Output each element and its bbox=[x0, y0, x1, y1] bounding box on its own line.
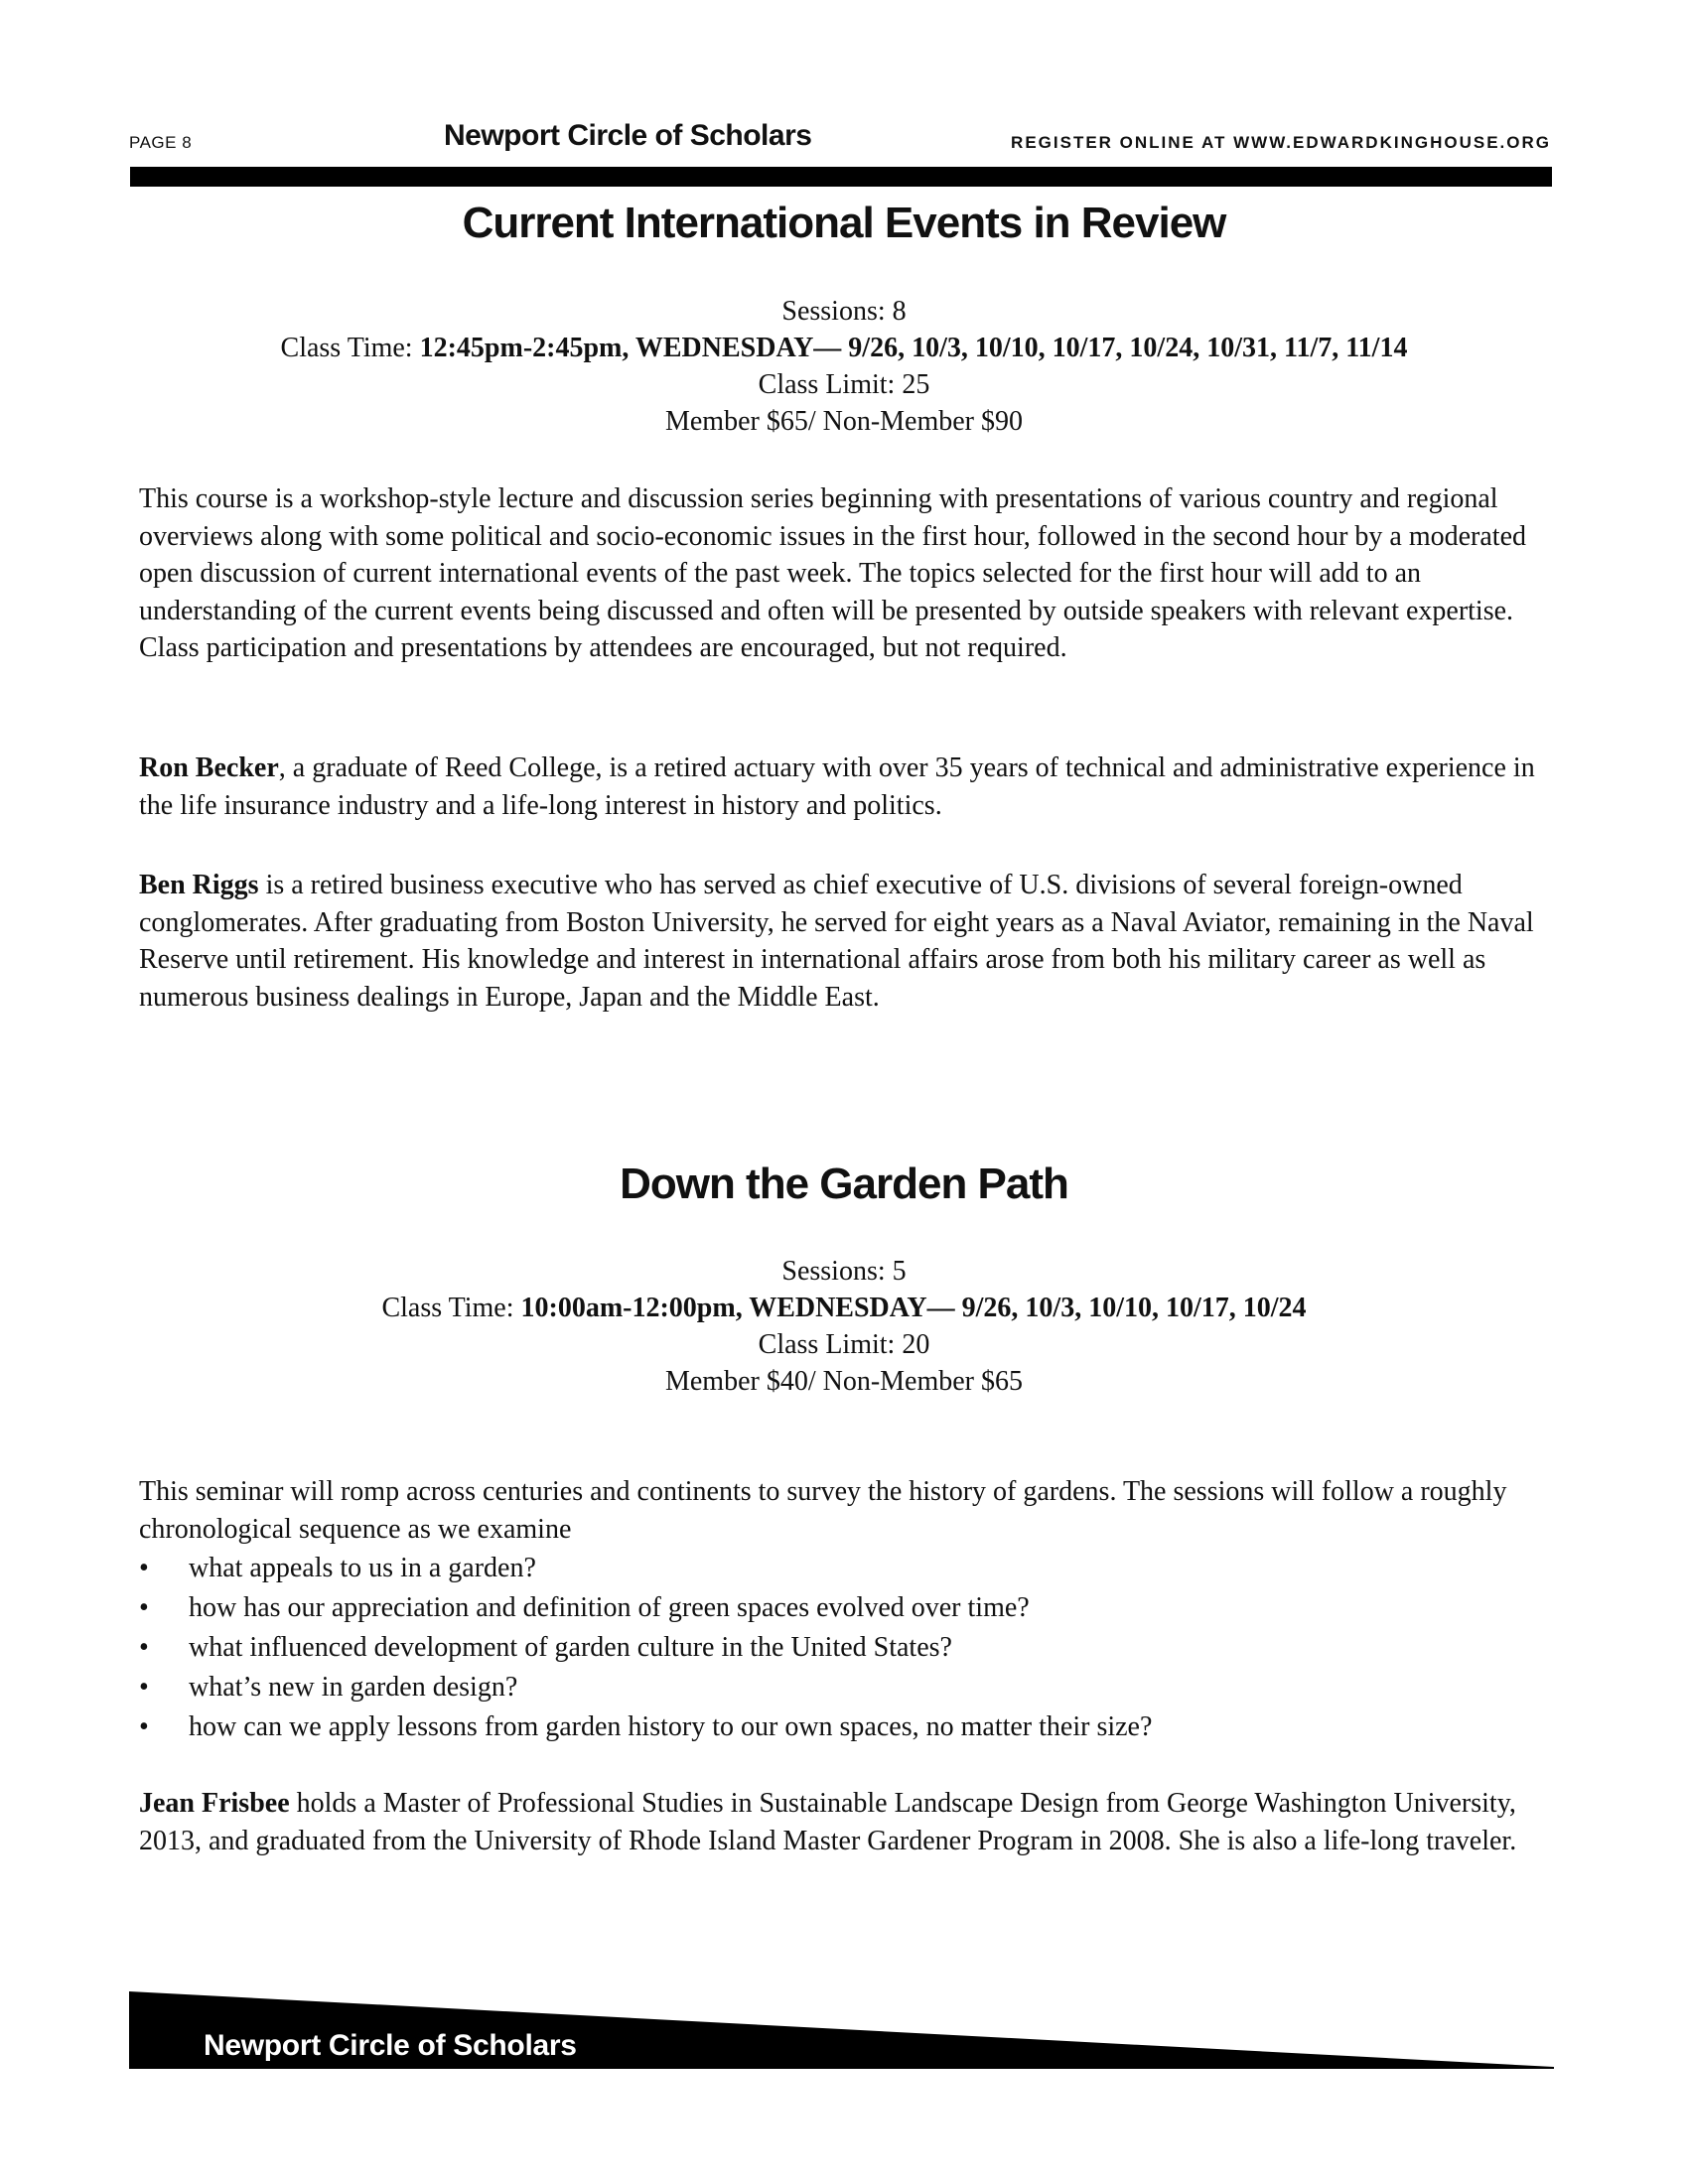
course-price: Member $65/ Non-Member $90 bbox=[664, 406, 1024, 437]
instructor-bio bbox=[139, 867, 1549, 1016]
course-class-limit: Class Limit: 20 bbox=[758, 1329, 930, 1360]
topic-text: how can we apply lessons from garden history to our own spaces, no matter their size? bbox=[189, 1711, 1153, 1742]
bullet-dot: • bbox=[139, 1632, 149, 1663]
class-time-label: Class Time: bbox=[381, 1293, 521, 1323]
instructor-bio-text: holds a Master of Professional Studies in Sustainable Landscape Design from George Washington University, 2013, and graduated from the University of Rhode Island Master Gardener Program in 2008. She is also a life-long traveler. bbox=[139, 1788, 1517, 1856]
class-time-label: Class Time: bbox=[280, 333, 420, 363]
course-title: Down the Garden Path bbox=[620, 1160, 1068, 1208]
bullet-dot: • bbox=[139, 1592, 149, 1623]
register-online-text: REGISTER ONLINE AT WWW.EDWARDKINGHOUSE.ORG bbox=[1011, 133, 1551, 152]
topic-text: what influenced development of garden culture in the United States? bbox=[189, 1632, 952, 1663]
bullet-dot: • bbox=[139, 1553, 149, 1583]
instructor-name: Jean Frisbee bbox=[139, 1788, 290, 1819]
bullet-dot: • bbox=[139, 1672, 149, 1703]
topic-text: what appeals to us in a garden? bbox=[189, 1553, 536, 1583]
course-title: Current International Events in Review bbox=[462, 199, 1226, 247]
course-class-time bbox=[0, 330, 1688, 366]
course-sessions: Sessions: 8 bbox=[781, 296, 907, 327]
topic-list-item bbox=[139, 1668, 1549, 1707]
course-sessions: Sessions: 5 bbox=[781, 1256, 907, 1287]
instructor-name: Ben Riggs bbox=[139, 870, 259, 900]
footer-org-name: Newport Circle of Scholars bbox=[204, 2029, 577, 2062]
topic-list-item bbox=[139, 1707, 1549, 1747]
page-number: PAGE 8 bbox=[129, 133, 193, 152]
course-price: Member $40/ Non-Member $65 bbox=[664, 1366, 1024, 1397]
instructor-bio bbox=[139, 1785, 1549, 1859]
course-description: This seminar will romp across centuries and continents to survey the history of gardens. The sessions will follow a roughly chronological sequence as we examine bbox=[139, 1476, 1507, 1545]
class-time-value: 10:00am-12:00pm, WEDNESDAY— 9/26, 10/3, 10/10, 10/17, 10/24 bbox=[520, 1293, 1307, 1323]
topic-list-item bbox=[139, 1549, 1549, 1588]
course-info bbox=[0, 293, 1688, 440]
topic-list bbox=[139, 1549, 1549, 1747]
course-info bbox=[0, 1253, 1688, 1400]
page-header bbox=[129, 119, 1551, 159]
topic-list-item bbox=[139, 1588, 1549, 1628]
header-org-name: Newport Circle of Scholars bbox=[444, 119, 812, 152]
course-class-time bbox=[0, 1290, 1688, 1326]
topic-list-item bbox=[139, 1628, 1549, 1668]
course-description: This course is a workshop-style lecture and discussion series beginning with presentations of various country and regional overviews along with some political and socio-economic issues in the first hour, followed in the second hour by a moderated open discussion of current international events of the past week. The topics selected for the first hour will add to an understanding of the current events being discussed and often will be presented by outside speakers with relevant expertise. Class participation and presentations by attendees are encouraged, but not required. bbox=[139, 483, 1526, 663]
instructor-bio bbox=[139, 750, 1549, 824]
instructor-bio-text: is a retired business executive who has served as chief executive of U.S. divisions of several foreign-owned conglomerates. After graduating from Boston University, he served for eight years as a Naval Aviator, remaining in the Naval Reserve until retirement. His knowledge and interest in international affairs arose from both his military career as well as numerous business dealings in Europe, Japan and the Middle East. bbox=[139, 870, 1534, 1013]
instructor-name: Ron Becker bbox=[139, 752, 279, 783]
topic-text: how has our appreciation and definition of green spaces evolved over time? bbox=[189, 1592, 1030, 1623]
instructor-bio-text: , a graduate of Reed College, is a retired actuary with over 35 years of technical and administrative experience in the life insurance industry and a life-long interest in history and politics. bbox=[139, 752, 1535, 821]
header-rule bbox=[130, 167, 1552, 187]
topic-text: what’s new in garden design? bbox=[189, 1672, 518, 1703]
course-class-limit: Class Limit: 25 bbox=[758, 369, 930, 400]
bullet-dot: • bbox=[139, 1711, 149, 1742]
class-time-value: 12:45pm-2:45pm, WEDNESDAY— 9/26, 10/3, 10/10, 10/17, 10/24, 10/31, 11/7, 11/14 bbox=[419, 333, 1408, 363]
